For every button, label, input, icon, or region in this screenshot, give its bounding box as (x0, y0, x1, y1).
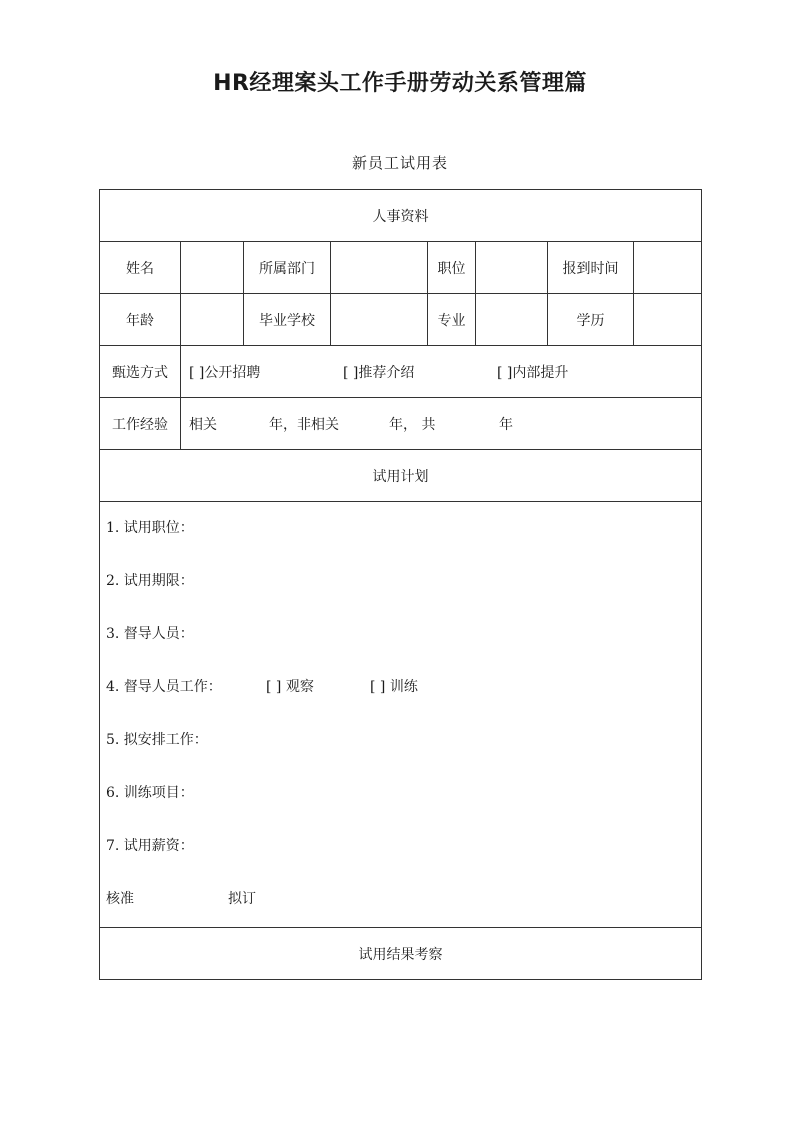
plan-item (100, 661, 701, 714)
document-title: HR经理案头工作手册劳动关系管理篇 (213, 71, 587, 96)
experience-related: 相关 (189, 416, 217, 433)
department-value-cell[interactable] (331, 242, 428, 294)
plan-item-label: 1. 试用职位： (106, 520, 194, 536)
option-train[interactable]: [ ] 训练 (370, 679, 418, 695)
report-time-value-cell[interactable] (634, 242, 702, 294)
table-row (100, 294, 702, 346)
experience-year-total: 年， 共 (389, 416, 436, 433)
table-row (100, 398, 702, 450)
section-result: 试用结果考察 (100, 928, 702, 980)
plan-row (100, 502, 702, 928)
section-header-row (100, 928, 702, 980)
experience-year-end: 年 (499, 416, 513, 433)
approval-line (100, 873, 701, 926)
plan-item-label: 7. 试用薪资： (106, 838, 194, 854)
plan-item[interactable] (100, 555, 701, 608)
label-school: 毕业学校 (244, 294, 331, 346)
plan-item[interactable] (100, 767, 701, 820)
plan-item[interactable] (100, 502, 701, 555)
experience-line (181, 398, 702, 450)
label-selection-method: 甄选方式 (100, 346, 181, 398)
option-referral[interactable]: [ ]推荐介绍 (343, 364, 415, 381)
age-value-cell[interactable] (181, 294, 244, 346)
section-plan: 试用计划 (100, 450, 702, 502)
draft-label: 拟订 (228, 891, 256, 907)
plan-item-label: 4. 督导人员工作： (106, 679, 222, 695)
plan-content (100, 502, 702, 928)
education-value-cell[interactable] (634, 294, 702, 346)
section-header-row (100, 190, 702, 242)
table-row (100, 346, 702, 398)
section-header-row (100, 450, 702, 502)
plan-item[interactable] (100, 608, 701, 661)
label-position: 职位 (428, 242, 476, 294)
major-value-cell[interactable] (476, 294, 548, 346)
plan-item-label: 3. 督导人员： (106, 626, 194, 642)
option-public-recruitment[interactable]: [ ]公开招聘 (189, 364, 261, 381)
position-value-cell[interactable] (476, 242, 548, 294)
probation-form-table (99, 189, 702, 980)
school-value-cell[interactable] (331, 294, 428, 346)
option-observe[interactable]: [ ] 观察 (266, 679, 314, 695)
label-name: 姓名 (100, 242, 181, 294)
plan-item-label: 2. 试用期限： (106, 573, 194, 589)
approve-label: 核准 (106, 891, 134, 907)
option-internal-promotion[interactable]: [ ]内部提升 (497, 364, 569, 381)
section-personnel: 人事资料 (100, 190, 702, 242)
plan-item-label: 6. 训练项目： (106, 785, 194, 801)
label-age: 年龄 (100, 294, 181, 346)
selection-options (181, 346, 702, 398)
plan-item[interactable] (100, 714, 701, 767)
name-value-cell[interactable] (181, 242, 244, 294)
label-work-experience: 工作经验 (100, 398, 181, 450)
experience-year-nonrelated: 年，非相关 (269, 416, 339, 433)
label-education: 学历 (548, 294, 634, 346)
label-department: 所属部门 (244, 242, 331, 294)
form-title: 新员工试用表 (351, 154, 448, 172)
plan-item-label: 5. 拟安排工作： (106, 732, 208, 748)
plan-item[interactable] (100, 820, 701, 873)
table-row (100, 242, 702, 294)
label-report-time: 报到时间 (548, 242, 634, 294)
label-major: 专业 (428, 294, 476, 346)
